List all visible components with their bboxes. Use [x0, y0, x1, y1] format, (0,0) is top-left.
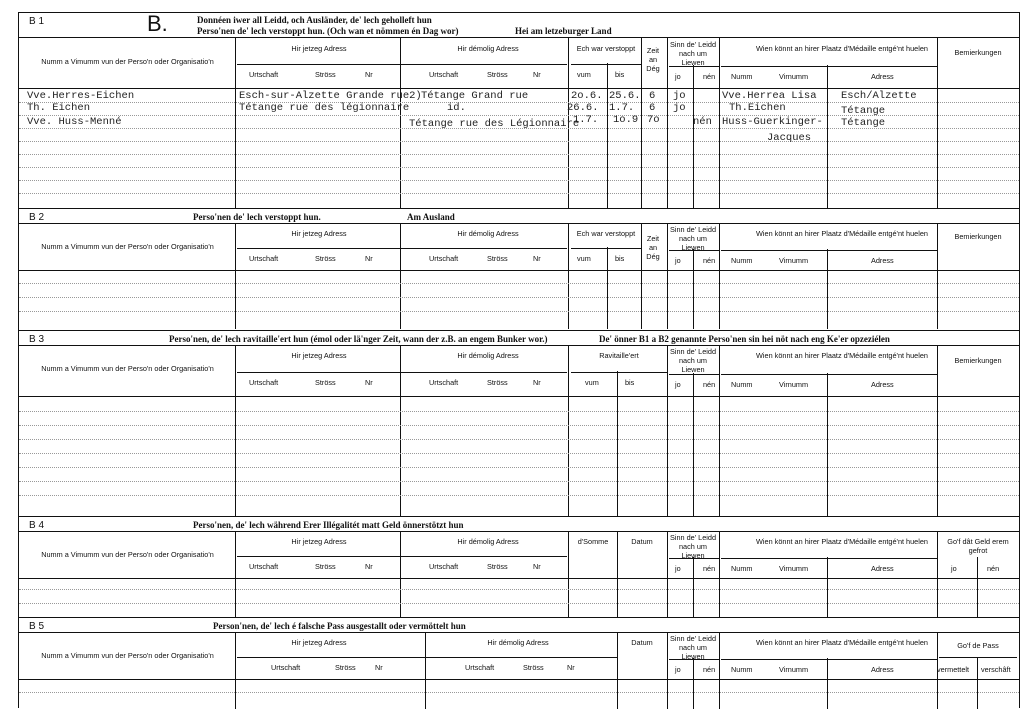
col-locality: Urtschaft	[249, 562, 279, 571]
entry-current-address: Tétange rue des légionnaire	[239, 102, 410, 114]
col-remarks: Bemierkungen	[954, 48, 1002, 57]
entry-former-address: id.	[447, 102, 466, 114]
col-number: Nr	[533, 254, 541, 263]
entry-medal-address: Esch/Alzette	[841, 90, 917, 102]
col-medal-firstname: Virnumm	[779, 72, 809, 81]
table-header	[19, 223, 1019, 271]
entry-days: 7o	[647, 114, 660, 126]
entry-to: 25.6.	[609, 90, 641, 102]
col-medal: Wien könnt an hirer Plaatz d'Médaille entgé'nt huelen	[756, 351, 928, 360]
col-days: Zeit an Dég	[646, 46, 660, 73]
col-medal-address: Adress	[871, 72, 894, 81]
col-street: Ströss	[335, 663, 356, 672]
col-former-address: Hir démolig Adress	[457, 537, 519, 546]
section-code: B 5	[29, 621, 45, 632]
section-code: B 3	[29, 334, 45, 345]
col-person: Numm a Vimumm vun der Perso'n oder Organisatio'n	[41, 550, 214, 559]
col-risk: Sinn de' Leidd nach um Liewen	[669, 40, 717, 67]
col-yes: jo	[951, 564, 957, 573]
col-from: vum	[585, 378, 599, 387]
col-risk: Sinn de' Leidd nach um Liewen	[669, 533, 717, 560]
col-yes: jo	[675, 564, 681, 573]
col-no: nén	[703, 72, 716, 81]
col-medal-address: Adress	[871, 665, 894, 674]
col-person: Numm a Vimumm vun der Perso'n oder Organisatio'n	[41, 242, 214, 251]
col-to: bis	[615, 254, 625, 263]
col-no: nén	[703, 380, 716, 389]
entry-medal-extra: Jacques	[767, 132, 812, 144]
col-number: Nr	[365, 254, 373, 263]
col-current-address: Hir jetzeg Adress	[291, 229, 347, 238]
col-to: bis	[625, 378, 635, 387]
entry-yes: jo	[673, 90, 686, 102]
section-b2	[19, 208, 1019, 329]
entry-yes: jo	[673, 102, 686, 114]
col-medal-name: Numm	[731, 380, 753, 389]
col-hidden: Ech war verstoppt	[576, 44, 636, 53]
section-title-line2: De' önner B1 a B2 genannte Perso'nen sin hei nöt nach eng Ke'er opzeziélen	[599, 334, 890, 344]
col-medal: Wien könnt an hirer Plaatz d'Médaille entgé'nt huelen	[756, 44, 928, 53]
col-locality: Urtschaft	[249, 254, 279, 263]
col-yes: jo	[675, 256, 681, 265]
col-locality: Urtschaft	[429, 70, 459, 79]
col-number: Nr	[365, 562, 373, 571]
entry-from: 2o.6.	[571, 90, 603, 102]
col-medal-name: Numm	[731, 665, 753, 674]
table-header	[19, 531, 1019, 579]
col-hidden: Ech war verstoppt	[576, 229, 636, 238]
col-locality: Urtschaft	[429, 562, 459, 571]
col-sum: d'Somme	[577, 537, 609, 546]
col-pass-given: vermettelt	[937, 665, 970, 674]
col-street: Ströss	[487, 378, 508, 387]
section-code: B 4	[29, 520, 45, 531]
entry-person: Vve.Herres-Eichen	[27, 90, 135, 102]
col-medal-address: Adress	[871, 564, 894, 573]
col-yes: jo	[675, 72, 681, 81]
form-page	[18, 12, 1020, 708]
col-no: nén	[703, 564, 716, 573]
section-title: Perso'nen de' lech verstoppt hun.	[193, 212, 321, 222]
col-number: Nr	[567, 663, 575, 672]
col-to: bis	[615, 70, 625, 79]
col-locality: Urtschaft	[429, 254, 459, 263]
col-person: Numm a Vimumm vun der Perso'n oder Organisatio'n	[41, 651, 214, 660]
section-b1	[19, 12, 1019, 208]
col-medal-address: Adress	[871, 256, 894, 265]
entry-from: 26.6.	[567, 102, 599, 114]
col-street: Ströss	[487, 70, 508, 79]
entry-medal-address: Tétange	[841, 105, 886, 117]
form-letter: B.	[147, 11, 168, 36]
col-medal-name: Numm	[731, 256, 753, 265]
col-from: vum	[577, 70, 591, 79]
col-locality: Urtschaft	[271, 663, 301, 672]
col-street: Ströss	[315, 562, 336, 571]
section-title: Perso'nen, de' lech ravitaille'ert hun (émol oder lä'nger Zeit, wann der z.B. an engem Bunker wor.)	[169, 334, 548, 344]
col-number: Nr	[365, 378, 373, 387]
col-number: Nr	[533, 562, 541, 571]
col-street: Ströss	[487, 562, 508, 571]
section-title: Perso'nen, de' lech während Erer Illégalitét matt Geld önnerstötzt hun	[193, 520, 464, 530]
col-money-returned: Go'f dât Geld erem gefrot	[947, 537, 1009, 555]
col-locality: Urtschaft	[429, 378, 459, 387]
col-from: vum	[577, 254, 591, 263]
col-pass: Go'f de Pass	[957, 641, 999, 650]
col-former-address: Hir démolig Adress	[487, 638, 549, 647]
entry-no: nén	[693, 116, 712, 128]
col-medal-firstname: Virnumm	[779, 256, 809, 265]
col-street: Ströss	[315, 378, 336, 387]
col-date: Datum	[631, 638, 653, 647]
col-person: Numm a Vimumm vun der Perso'n oder Organisatio'n	[41, 57, 214, 66]
col-street: Ströss	[487, 254, 508, 263]
entry-days: 6	[649, 90, 656, 102]
table-header	[19, 345, 1019, 397]
col-number: Nr	[533, 70, 541, 79]
col-street: Ströss	[315, 254, 336, 263]
col-current-address: Hir jetzeg Adress	[291, 537, 347, 546]
col-number: Nr	[375, 663, 383, 672]
entry-former-address: Tétange Grand rue	[421, 90, 529, 102]
entry-to: 1o.9	[613, 114, 639, 126]
col-yes: jo	[675, 380, 681, 389]
col-locality: Urtschaft	[249, 378, 279, 387]
col-locality: Urtschaft	[465, 663, 495, 672]
section-title-line1: Donnéen iwer all Leidd, och Ausländer, de' lech geholleft hun	[197, 15, 432, 25]
entry-person: Th. Eichen	[27, 102, 91, 114]
section-b4	[19, 516, 1019, 617]
entry-person: Vve. Huss-Menné	[27, 116, 122, 128]
col-remarks: Bemierkungen	[954, 232, 1002, 241]
table-header	[19, 37, 1019, 89]
col-street: Ströss	[523, 663, 544, 672]
col-date: Datum	[631, 537, 653, 546]
col-no: nén	[987, 564, 1000, 573]
col-current-address: Hir jetzeg Adress	[291, 44, 347, 53]
col-remarks: Bemierkungen	[954, 356, 1002, 365]
col-supplied: Ravitaille'ert	[599, 351, 639, 360]
section-b5	[19, 617, 1019, 709]
col-medal-firstname: Virnumm	[779, 564, 809, 573]
col-risk: Sinn de' Leidd nach um Liewen	[669, 634, 717, 661]
col-no: nén	[703, 665, 716, 674]
col-medal: Wien könnt an hirer Plaatz d'Médaille entgé'nt huelen	[756, 537, 928, 546]
section-code: B 1	[29, 16, 45, 27]
col-medal-firstname: Virnumm	[779, 380, 809, 389]
col-current-address: Hir jetzeg Adress	[291, 638, 347, 647]
section-title-line2: Perso'nen de' lech verstoppt hun. (Och wan et nömmen én Dag wor)	[197, 26, 459, 36]
entry-former-address: Tétange rue des Légionnaire	[409, 118, 580, 130]
col-medal-address: Adress	[871, 380, 894, 389]
col-former-address: Hir démolig Adress	[457, 229, 519, 238]
col-medal: Wien könnt an hirer Plaatz d'Médaille entgé'nt huelen	[756, 638, 928, 647]
entry-days: 6	[649, 102, 656, 114]
col-risk: Sinn de' Leidd nach um Liewen	[669, 225, 717, 252]
col-no: nén	[703, 256, 716, 265]
col-pass-made: verschâft	[981, 665, 1011, 674]
col-number: Nr	[533, 378, 541, 387]
section-title: Person'nen, de' lech é falsche Pass ausgestallt oder vermöttelt hun	[213, 621, 466, 631]
entry-medal-name: Th.Eichen	[729, 102, 786, 114]
col-yes: jo	[675, 665, 681, 674]
col-days: Zeit an Dég	[646, 234, 660, 261]
col-former-address: Hir démolig Adress	[457, 44, 519, 53]
col-street: Ströss	[315, 70, 336, 79]
entry-from: 1.7.	[573, 114, 599, 126]
table-header	[19, 632, 1019, 680]
col-number: Nr	[365, 70, 373, 79]
col-locality: Urtschaft	[249, 70, 279, 79]
entry-medal-name: Vve.Herrea Lisa	[722, 90, 817, 102]
col-person: Numm a Vimumm vun der Perso'n oder Organisatio'n	[41, 364, 214, 373]
entry-current-address: Esch-sur-Alzette Grande rue2)	[239, 90, 422, 102]
section-b3	[19, 330, 1019, 516]
col-medal-firstname: Virnumm	[779, 665, 809, 674]
col-medal: Wien könnt an hirer Plaatz d'Médaille entgé'nt huelen	[756, 229, 928, 238]
section-title-line2: Am Ausland	[407, 212, 455, 222]
section-code: B 2	[29, 212, 45, 223]
section-title-line3: Hei am letzeburger Land	[515, 26, 612, 36]
entry-to: 1.7.	[609, 102, 635, 114]
col-current-address: Hir jetzeg Adress	[291, 351, 347, 360]
col-medal-name: Numm	[731, 564, 753, 573]
col-former-address: Hir démolig Adress	[457, 351, 519, 360]
col-medal-name: Numm	[731, 72, 753, 81]
entry-medal-address: Tétange	[841, 117, 886, 129]
col-risk: Sinn de' Leidd nach um Liewen	[669, 347, 717, 374]
entry-medal-name: Huss-Guerkinger-	[722, 116, 823, 128]
